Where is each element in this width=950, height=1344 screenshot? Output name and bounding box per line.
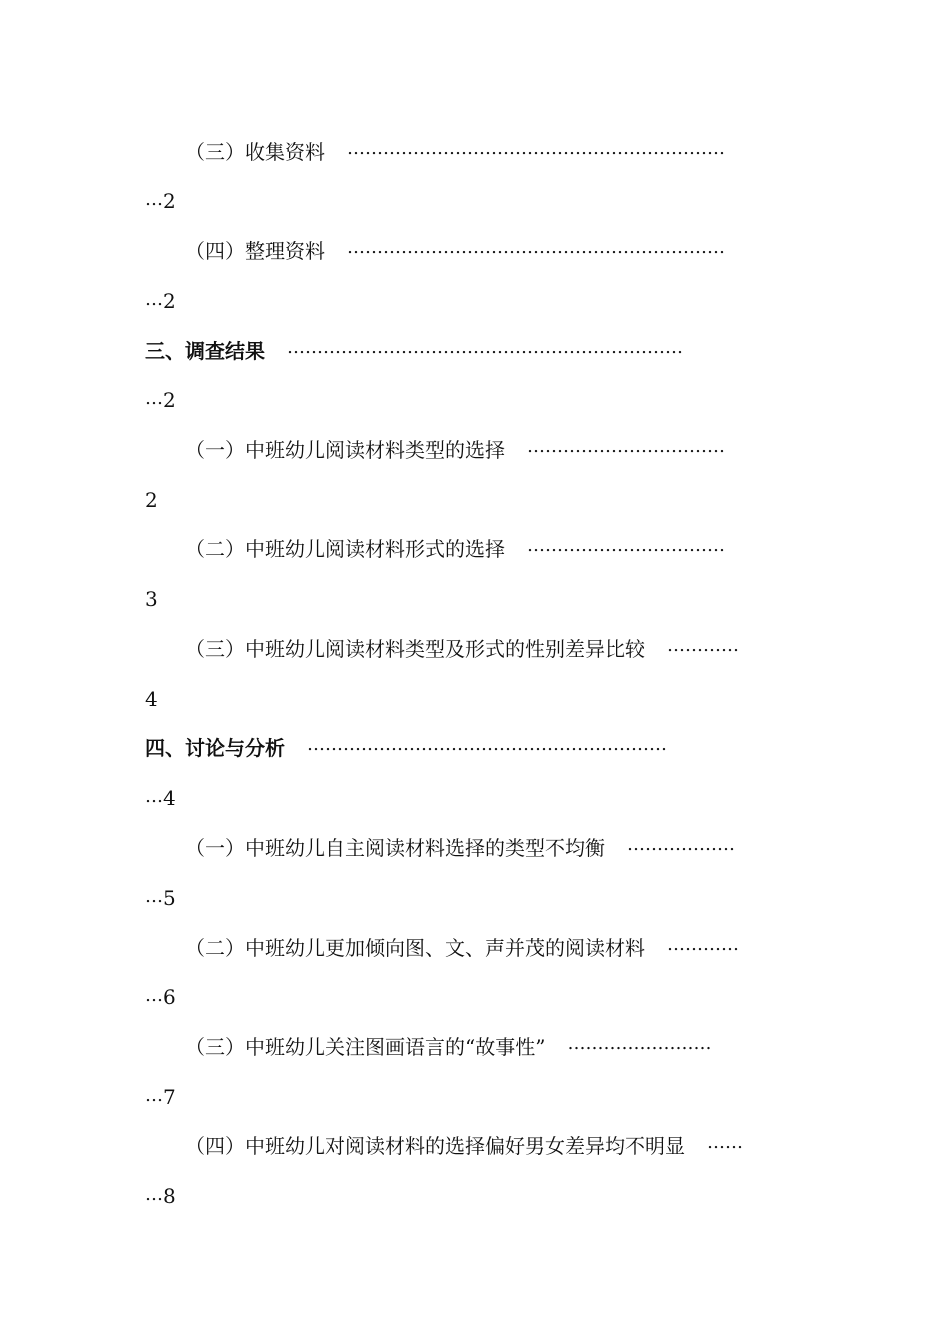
toc-entry-title: 三、调查结果 — [145, 339, 265, 363]
toc-entry-title: （三）收集资料 — [185, 140, 325, 164]
toc-entry-line[interactable] — [185, 236, 790, 266]
toc-entry-continuation — [145, 982, 176, 1012]
toc-leader-tail: … — [145, 786, 163, 807]
toc-page-number[interactable]: 2 — [163, 289, 176, 313]
toc-entry-continuation — [145, 286, 176, 316]
toc-leader-dots: …… — [707, 1132, 743, 1153]
toc-entry-title: （二）中班幼儿更加倾向图、文、声并茂的阅读材料 — [185, 936, 645, 960]
toc-leader-dots: …………………………………………………… — [307, 734, 667, 755]
toc-leader-dots: ……………………………………………………… — [347, 138, 725, 159]
toc-page-number[interactable]: 4 — [145, 687, 158, 711]
toc-leader-tail: … — [145, 1085, 163, 1106]
toc-entry-title: （一）中班幼儿阅读材料类型的选择 — [185, 438, 505, 462]
toc-leader-dots: …………………………… — [527, 535, 725, 556]
toc-page-number[interactable]: 5 — [163, 886, 176, 910]
toc-page-number[interactable]: 2 — [163, 189, 176, 213]
toc-entry-title: （四）整理资料 — [185, 239, 325, 263]
toc-leader-dots: ………… — [667, 635, 739, 656]
toc-page-number[interactable]: 8 — [163, 1184, 176, 1208]
toc-leader-tail: … — [145, 985, 163, 1006]
toc-page-number[interactable]: 2 — [163, 388, 176, 412]
toc-entry-line[interactable] — [185, 534, 799, 564]
toc-entry-line[interactable] — [145, 733, 801, 763]
toc-entry-line[interactable] — [185, 833, 790, 863]
toc-entry-continuation — [145, 883, 176, 913]
toc-entry-continuation — [145, 186, 176, 216]
toc-entry-title: （二）中班幼儿阅读材料形式的选择 — [185, 537, 505, 561]
toc-entry-line[interactable] — [185, 137, 790, 167]
toc-entry-title: 四、讨论与分析 — [145, 736, 285, 760]
toc-entry-line[interactable] — [185, 634, 801, 664]
toc-page-number[interactable]: 2 — [145, 488, 158, 512]
toc-entry-continuation — [145, 385, 176, 415]
toc-leader-tail: … — [145, 388, 163, 409]
toc-entry-title: （三）中班幼儿阅读材料类型及形式的性别差异比较 — [185, 637, 645, 661]
toc-entry-line[interactable] — [185, 1032, 790, 1062]
toc-page-number[interactable]: 4 — [163, 786, 176, 810]
toc-entry-line[interactable] — [185, 435, 799, 465]
toc-leader-tail: … — [145, 189, 163, 210]
toc-entry-continuation — [145, 1082, 176, 1112]
toc-leader-dots: …………………………… — [527, 436, 725, 457]
toc-entry-continuation — [145, 485, 158, 515]
toc-entry-line[interactable] — [185, 933, 790, 963]
toc-leader-dots: ………………………………………………………… — [287, 337, 683, 358]
toc-entry-continuation — [145, 684, 158, 714]
toc-leader-dots: ……………………………………………………… — [347, 237, 725, 258]
toc-page-number[interactable]: 3 — [145, 587, 158, 611]
toc-page-number[interactable]: 7 — [163, 1085, 176, 1109]
toc-leader-tail: … — [145, 886, 163, 907]
toc-entry-title: （三）中班幼儿关注图画语言的“故事性” — [185, 1035, 546, 1059]
toc-entry-title: （四）中班幼儿对阅读材料的选择偏好男女差异均不明显 — [185, 1134, 685, 1158]
toc-leader-tail: … — [145, 1184, 163, 1205]
toc-entry-continuation — [145, 584, 158, 614]
toc-leader-tail: … — [145, 289, 163, 310]
toc-leader-dots: ……………… — [627, 834, 735, 855]
toc-entry-continuation — [145, 1181, 176, 1211]
toc-leader-dots: …………………… — [567, 1033, 712, 1054]
toc-entry-title: （一）中班幼儿自主阅读材料选择的类型不均衡 — [185, 836, 605, 860]
toc-entry-continuation — [145, 783, 176, 813]
toc-leader-dots: ………… — [667, 934, 739, 955]
toc-entry-line[interactable] — [145, 336, 801, 366]
toc-page-number[interactable]: 6 — [163, 985, 176, 1009]
toc-entry-line[interactable] — [185, 1131, 790, 1161]
